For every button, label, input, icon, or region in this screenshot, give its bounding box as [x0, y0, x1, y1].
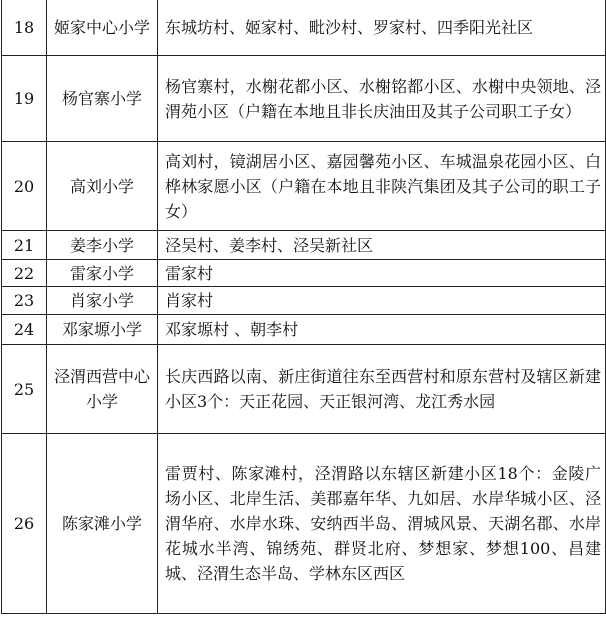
table-row — [2, 56, 606, 142]
table-row — [2, 287, 606, 315]
service-area: 高刘村，镜湖居小区、嘉园馨苑小区、车城温泉花园小区、白桦林家愿小区（户籍在本地且非陕汽集团及其子公司的职工子女） — [158, 142, 606, 231]
table-row — [2, 231, 606, 260]
row-number: 23 — [2, 287, 47, 315]
table-row — [2, 0, 606, 56]
service-area: 雷贾村、陈家滩村，泾渭路以东辖区新建小区18个：金陵广场小区、北岸生活、美郡嘉年华、九如居、水岸华城小区、泾渭华府、水岸水珠、安纳西半岛、渭城风景、天湖名郡、水岸花城水半湾、锦绣苑、群贤北府、梦想家、梦想100、昌建城、泾渭生态半岛、学林东区西区 — [158, 434, 606, 614]
row-number: 20 — [2, 142, 47, 231]
table-row — [2, 142, 606, 231]
row-number: 18 — [2, 0, 47, 56]
service-area: 杨官寨村，水榭花都小区、水榭铭都小区、水榭中央领地、泾渭苑小区（户籍在本地且非长庆油田及其子公司职工子女） — [158, 56, 606, 142]
service-area: 东城坊村、姬家村、毗沙村、罗家村、四季阳光社区 — [158, 0, 606, 56]
table-row — [2, 260, 606, 287]
school-name: 雷家小学 — [47, 260, 158, 287]
table-row — [2, 434, 606, 614]
row-number: 19 — [2, 56, 47, 142]
school-name: 姬家中心小学 — [47, 0, 158, 56]
school-name: 肖家小学 — [47, 287, 158, 315]
service-area: 长庆西路以南、新庄街道往东至西营村和原东营村及辖区新建小区3个：天正花园、天正银河湾、龙江秀水园 — [158, 345, 606, 434]
school-name: 姜李小学 — [47, 231, 158, 260]
table-row — [2, 315, 606, 345]
school-name: 陈家滩小学 — [47, 434, 158, 614]
service-area: 泾吴村、姜李村、泾吴新社区 — [158, 231, 606, 260]
school-district-table — [1, 0, 606, 614]
service-area: 雷家村 — [158, 260, 606, 287]
row-number: 21 — [2, 231, 47, 260]
row-number: 26 — [2, 434, 47, 614]
school-name: 杨官寨小学 — [47, 56, 158, 142]
school-name: 泾渭西营中心小学 — [47, 345, 158, 434]
row-number: 25 — [2, 345, 47, 434]
school-name: 邓家塬小学 — [47, 315, 158, 345]
service-area: 肖家村 — [158, 287, 606, 315]
school-name: 高刘小学 — [47, 142, 158, 231]
row-number: 22 — [2, 260, 47, 287]
row-number: 24 — [2, 315, 47, 345]
table-row — [2, 345, 606, 434]
service-area: 邓家塬村 、朝李村 — [158, 315, 606, 345]
